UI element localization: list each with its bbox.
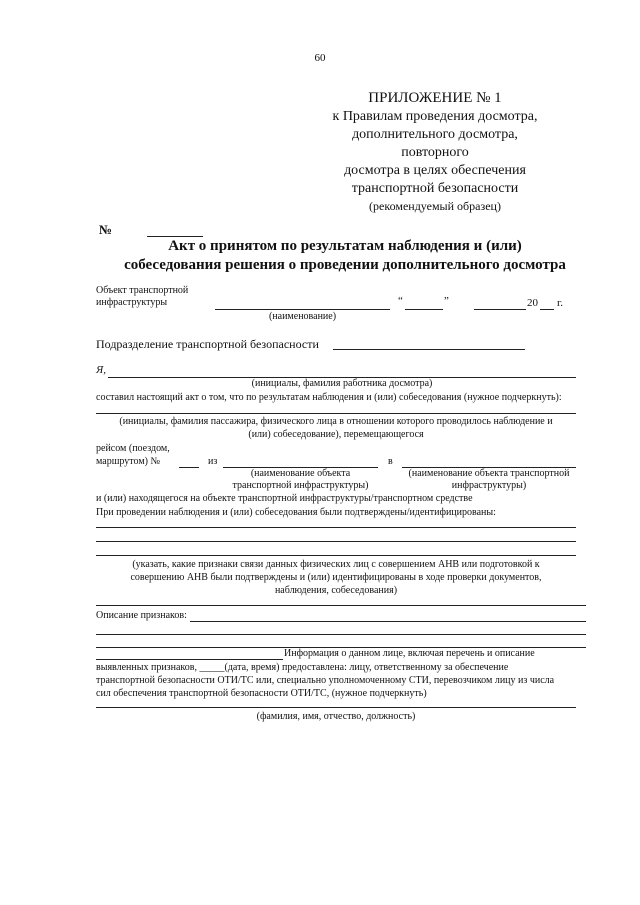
info-field[interactable]: [96, 659, 283, 660]
appendix-line: повторного: [401, 145, 469, 160]
act-number-label: №: [99, 222, 113, 237]
subdivision-label: Подразделение транспортной безопасности: [96, 337, 319, 351]
object-name-field[interactable]: [215, 309, 390, 310]
quote-open: “: [398, 295, 403, 307]
compiled-text: составил настоящий акт о том, что по результатам наблюдения и (или) собеседования (нужное подчеркнуть):: [96, 392, 562, 403]
description-label: Описание признаков:: [96, 610, 187, 621]
year-suffix: г.: [557, 297, 564, 309]
from-caption: транспортной инфраструктуры): [232, 480, 369, 491]
day-field[interactable]: [405, 309, 443, 310]
info-text: сил обеспечения транспортной безопасности ОТИ/ТС, (нужное подчеркнуть): [96, 688, 427, 699]
description-field[interactable]: [96, 605, 586, 606]
year-text: 20: [527, 297, 538, 309]
flight-label: маршрутом) №: [96, 456, 161, 467]
confirmed-field[interactable]: [96, 527, 576, 528]
located-text: и (или) находящегося на объекте транспортной инфраструктуры/транспортном средстве: [96, 493, 473, 504]
to-caption: инфраструктуры): [451, 480, 527, 491]
year-field[interactable]: [540, 309, 554, 310]
appendix-line: транспортной безопасности: [351, 181, 519, 196]
to-caption: (наименование объекта транспортной: [408, 468, 570, 479]
act-title-line2: собеседования решения о проведении дополнительного досмотра: [124, 257, 566, 273]
inspector-caption: (инициалы, фамилия работника досмотра): [251, 378, 433, 389]
flight-number-field[interactable]: [179, 467, 199, 468]
quote-close: ”: [444, 295, 449, 307]
from-caption: (наименование объекта: [250, 468, 351, 479]
appendix-line: к Правилам проведения досмотра,: [332, 109, 538, 124]
object-caption: (наименование): [268, 311, 337, 322]
final-caption: (фамилия, имя, отчество, должность): [256, 711, 416, 722]
description-field[interactable]: [96, 634, 586, 635]
person-caption: (инициалы, фамилия пассажира, физического лица в отношении которого проводилось наблюдение и: [119, 416, 553, 427]
info-text: транспортной безопасности ОТИ/ТС или, специально уполномоченному СТИ, перевозчиком лицу из числа: [96, 675, 555, 686]
signs-caption: наблюдения, собеседования): [274, 585, 398, 596]
signs-caption: совершению АНВ были подтверждены и (или) идентифицированы в ходе проверки документов,: [130, 572, 542, 583]
description-field[interactable]: [190, 621, 586, 622]
appendix-line: досмотра в целях обеспечения: [344, 163, 526, 178]
subdivision-field[interactable]: [333, 349, 525, 350]
object-label: инфраструктуры: [96, 297, 168, 308]
final-field[interactable]: [96, 707, 576, 708]
page-number: 60: [314, 52, 326, 64]
confirmed-field[interactable]: [96, 541, 576, 542]
flight-label: рейсом (поездом,: [96, 443, 170, 454]
person-caption: (или) собеседование), перемещающегося: [248, 429, 424, 440]
appendix-note: (рекомендуемый образец): [369, 199, 501, 213]
from-label: из: [208, 456, 218, 467]
month-field[interactable]: [474, 309, 526, 310]
confirmed-text: При проведении наблюдения и (или) собеседования были подтверждены/идентифицированы:: [96, 507, 496, 518]
object-label: Объект транспортной: [96, 285, 189, 296]
act-number-field[interactable]: [147, 236, 203, 237]
appendix-line: дополнительного досмотра,: [352, 127, 518, 142]
info-text: Информация о данном лице, включая перечень и описание: [284, 648, 535, 659]
info-text: выявленных признаков, _____(дата, время) предоставлена: лицу, ответственному за обеспечение: [96, 662, 509, 673]
person-field[interactable]: [96, 413, 576, 414]
appendix-title: ПРИЛОЖЕНИЕ № 1: [368, 90, 502, 106]
confirmed-field[interactable]: [96, 555, 576, 556]
i-label: Я,: [96, 364, 106, 376]
to-label: в: [388, 456, 393, 467]
act-title-line1: Акт о принятом по результатам наблюдения и (или): [168, 238, 522, 254]
signs-caption: (указать, какие признаки связи данных физических лиц с совершением АНВ или подготовкой к: [132, 559, 540, 570]
